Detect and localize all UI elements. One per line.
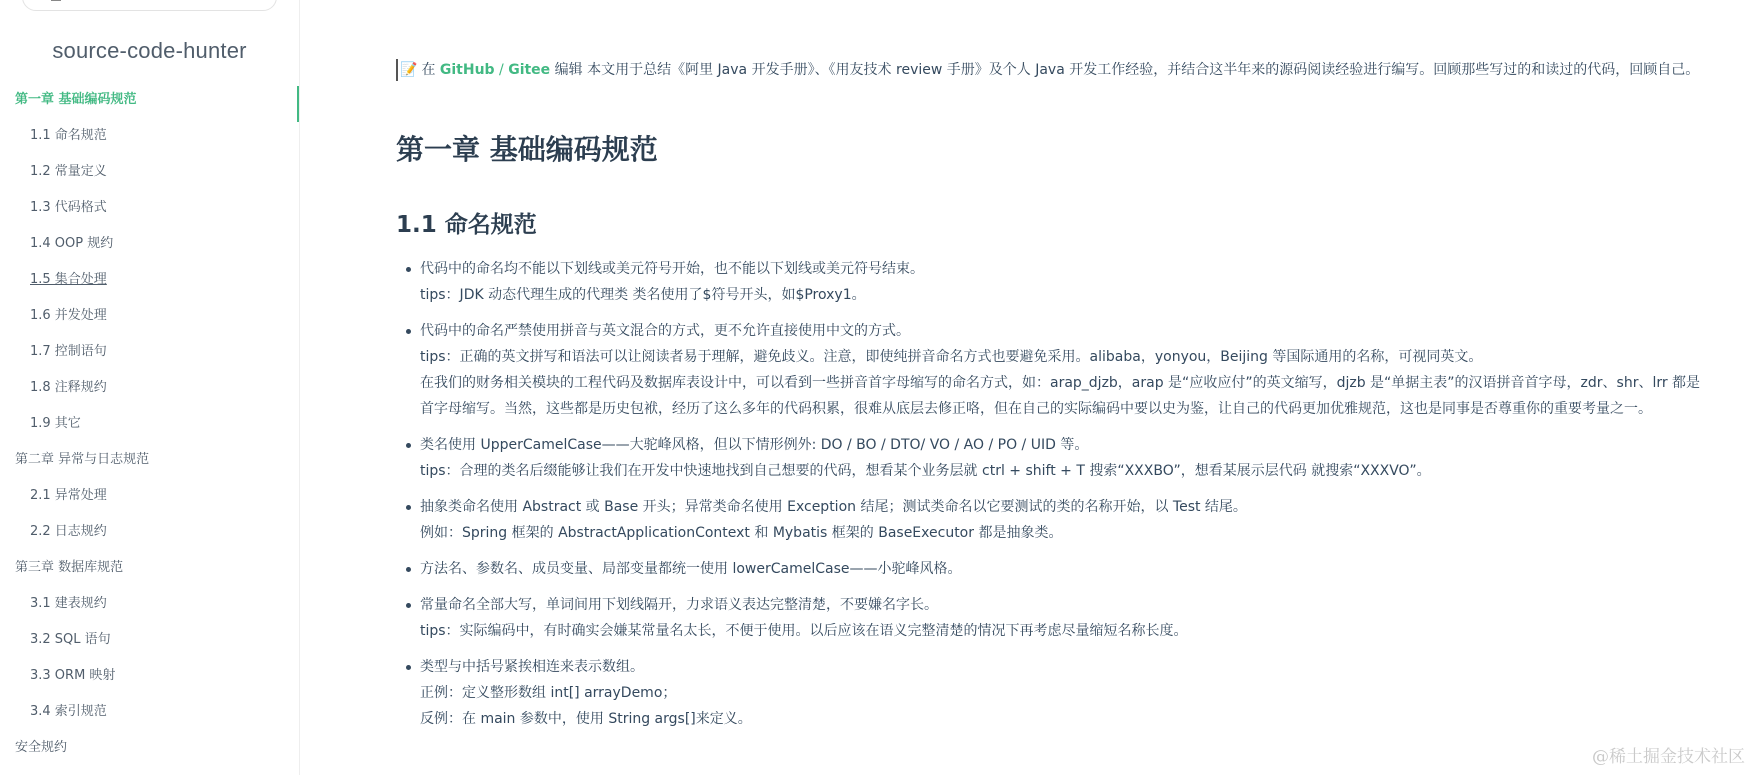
- edit-description: 编辑 本文用于总结《阿里 Java 开发手册》、《用友技术 review 手册》及个人 Java 开发工作经验，并结合这半年来的源码阅读经验进行编写。回顾那些写过的和读过的代码，回顾自己。: [554, 62, 1700, 78]
- naming-rules-list: [396, 256, 1751, 742]
- edit-prefix: 在: [421, 62, 436, 78]
- rule-text: 常量命名全部大写，单词间用下划线隔开，力求语义表达完整清楚，不要嫌名字长。: [420, 597, 938, 613]
- rule-item: [396, 318, 1751, 422]
- sidebar-item[interactable]: [0, 158, 299, 194]
- rule-note: 首字母缩写。当然，这些都是历史包袱，经历了这么多年的代码积累，很难从底层去修正咯，但在自己的实际编码中要以史为鉴，让自己的代码更加优雅规范，这也是同事是否尊重你的重要考量之一。: [420, 401, 1652, 417]
- sidebar-item-label: 1.2 常量定义: [30, 164, 107, 179]
- sidebar-item[interactable]: [0, 338, 299, 374]
- sidebar-item-label: 3.2 SQL 语句: [30, 632, 111, 647]
- rule-note: 例如：Spring 框架的 AbstractApplicationContext 和 Mybatis 框架的 BaseExecutor 都是抽象类。: [420, 525, 1063, 541]
- sidebar-item[interactable]: [0, 698, 299, 734]
- sidebar-item-label: 3.4 索引规范: [30, 704, 107, 719]
- sidebar-item[interactable]: [0, 122, 299, 158]
- sidebar-nav: [0, 86, 299, 770]
- main-content: [300, 0, 1751, 775]
- rule-item: [396, 256, 1751, 308]
- rule-text: 类名使用 UpperCamelCase——大驼峰风格，但以下情形例外: DO / BO / DTO/ VO / AO / PO / UID 等。: [420, 437, 1089, 453]
- edit-notice: [396, 58, 1699, 82]
- sidebar-item[interactable]: [0, 554, 299, 590]
- sidebar-item-label: 1.4 OOP 规约: [30, 236, 114, 251]
- sidebar-item-label: 1.8 注释规约: [30, 380, 107, 395]
- sidebar-item-label: 安全规约: [15, 740, 68, 755]
- rule-text: 代码中的命名严禁使用拼音与英文混合的方式，更不允许直接使用中文的方式。: [420, 323, 910, 339]
- search-input[interactable]: [22, 0, 277, 11]
- sidebar-item[interactable]: [0, 230, 299, 266]
- sidebar-item-label: 3.1 建表规约: [30, 596, 107, 611]
- rule-text: 类型与中括号紧挨相连来表示数组。: [420, 659, 644, 675]
- rule-item: [396, 556, 1751, 582]
- gitee-link[interactable]: Gitee: [508, 62, 551, 78]
- sidebar-item-label: 第二章 异常与日志规范: [15, 452, 150, 467]
- rule-text: 方法名、参数名、成员变量、局部变量都统一使用 lowerCamelCase——小驼峰风格。: [420, 561, 962, 577]
- rule-note: 反例：在 main 参数中，使用 String args[]来定义。: [420, 711, 752, 727]
- sidebar-item-label: 1.7 控制语句: [30, 344, 107, 359]
- sidebar-item[interactable]: [0, 518, 299, 554]
- rule-item: [396, 654, 1751, 732]
- rule-text: 抽象类命名使用 Abstract 或 Base 开头；异常类命名使用 Exception 结尾；测试类命名以它要测试的类的名称开始，以 Test 结尾。: [420, 499, 1247, 515]
- chapter-title: 第一章 基础编码规范: [396, 133, 658, 166]
- sidebar-item-label: 3.3 ORM 映射: [30, 668, 116, 683]
- sidebar-item[interactable]: [0, 662, 299, 698]
- rule-item: [396, 592, 1751, 644]
- text-cursor: [396, 59, 398, 81]
- rule-note: tips：实际编码中，有时确实会嫌某常量名太长，不便于使用。以后应该在语义完整清楚的情况下再考虑尽量缩短名称长度。: [420, 623, 1188, 639]
- sidebar-item[interactable]: [0, 626, 299, 662]
- watermark: @稀土掘金技术社区: [1592, 747, 1745, 767]
- sidebar-item-label: 1.1 命名规范: [30, 128, 107, 143]
- rule-note: 在我们的财务相关模块的工程代码及数据库表设计中，可以看到一些拼音首字母缩写的命名方式，如：arap_djzb，arap 是“应收应付”的英文缩写，djzb 是“单据主表”的汉语拼音首字母，zdr、shr、lrr 都是: [420, 375, 1701, 391]
- app-name[interactable]: source-code-hunter: [52, 38, 247, 63]
- github-link[interactable]: GitHub: [439, 62, 495, 78]
- sidebar-item[interactable]: [0, 410, 299, 446]
- sidebar-item-label: 2.1 异常处理: [30, 488, 107, 503]
- rule-note: tips：合理的类名后缀能够让我们在开发中快速地找到自己想要的代码，想看某个业务层就 ctrl + shift + T 搜索“XXXBO”，想看某展示层代码 就搜索“XXXVO”。: [420, 463, 1431, 479]
- section-title: 1.1 命名规范: [396, 212, 537, 238]
- search-icon: [51, 0, 61, 1]
- sidebar-item[interactable]: [0, 86, 299, 122]
- sidebar-item-label: 2.2 日志规约: [30, 524, 107, 539]
- sidebar-item[interactable]: [0, 266, 299, 302]
- sidebar-item-label: 1.9 其它: [30, 416, 81, 431]
- pencil-icon: 📝: [400, 62, 418, 78]
- sidebar-item-label: 1.3 代码格式: [30, 200, 107, 215]
- sidebar-item-label: 第一章 基础编码规范: [15, 92, 137, 107]
- rule-text: 代码中的命名均不能以下划线或美元符号开始，也不能以下划线或美元符号结束。: [420, 261, 924, 277]
- rule-item: [396, 494, 1751, 546]
- rule-note: tips：JDK 动态代理生成的代理类 类名使用了$符号开头，如$Proxy1。: [420, 287, 866, 303]
- sidebar-item[interactable]: [0, 194, 299, 230]
- sidebar-item-label: 1.6 并发处理: [30, 308, 107, 323]
- sidebar-item[interactable]: [0, 302, 299, 338]
- sidebar: [0, 0, 300, 775]
- rule-note: 正例：定义整形数组 int[] arrayDemo；: [420, 685, 677, 701]
- sidebar-item[interactable]: [0, 446, 299, 482]
- sidebar-item[interactable]: [0, 374, 299, 410]
- rule-item: [396, 432, 1751, 484]
- sidebar-item[interactable]: [0, 590, 299, 626]
- link-separator: /: [499, 62, 504, 78]
- sidebar-item-label: 1.5 集合处理: [30, 272, 107, 287]
- rule-note: tips：正确的英文拼写和语法可以让阅读者易于理解，避免歧义。注意，即使纯拼音命名方式也要避免采用。alibaba，yonyou，Beijing 等国际通用的名称，可视同英文。: [420, 349, 1483, 365]
- sidebar-item[interactable]: [0, 482, 299, 518]
- sidebar-item[interactable]: [0, 734, 299, 770]
- sidebar-item-label: 第三章 数据库规范: [15, 560, 124, 575]
